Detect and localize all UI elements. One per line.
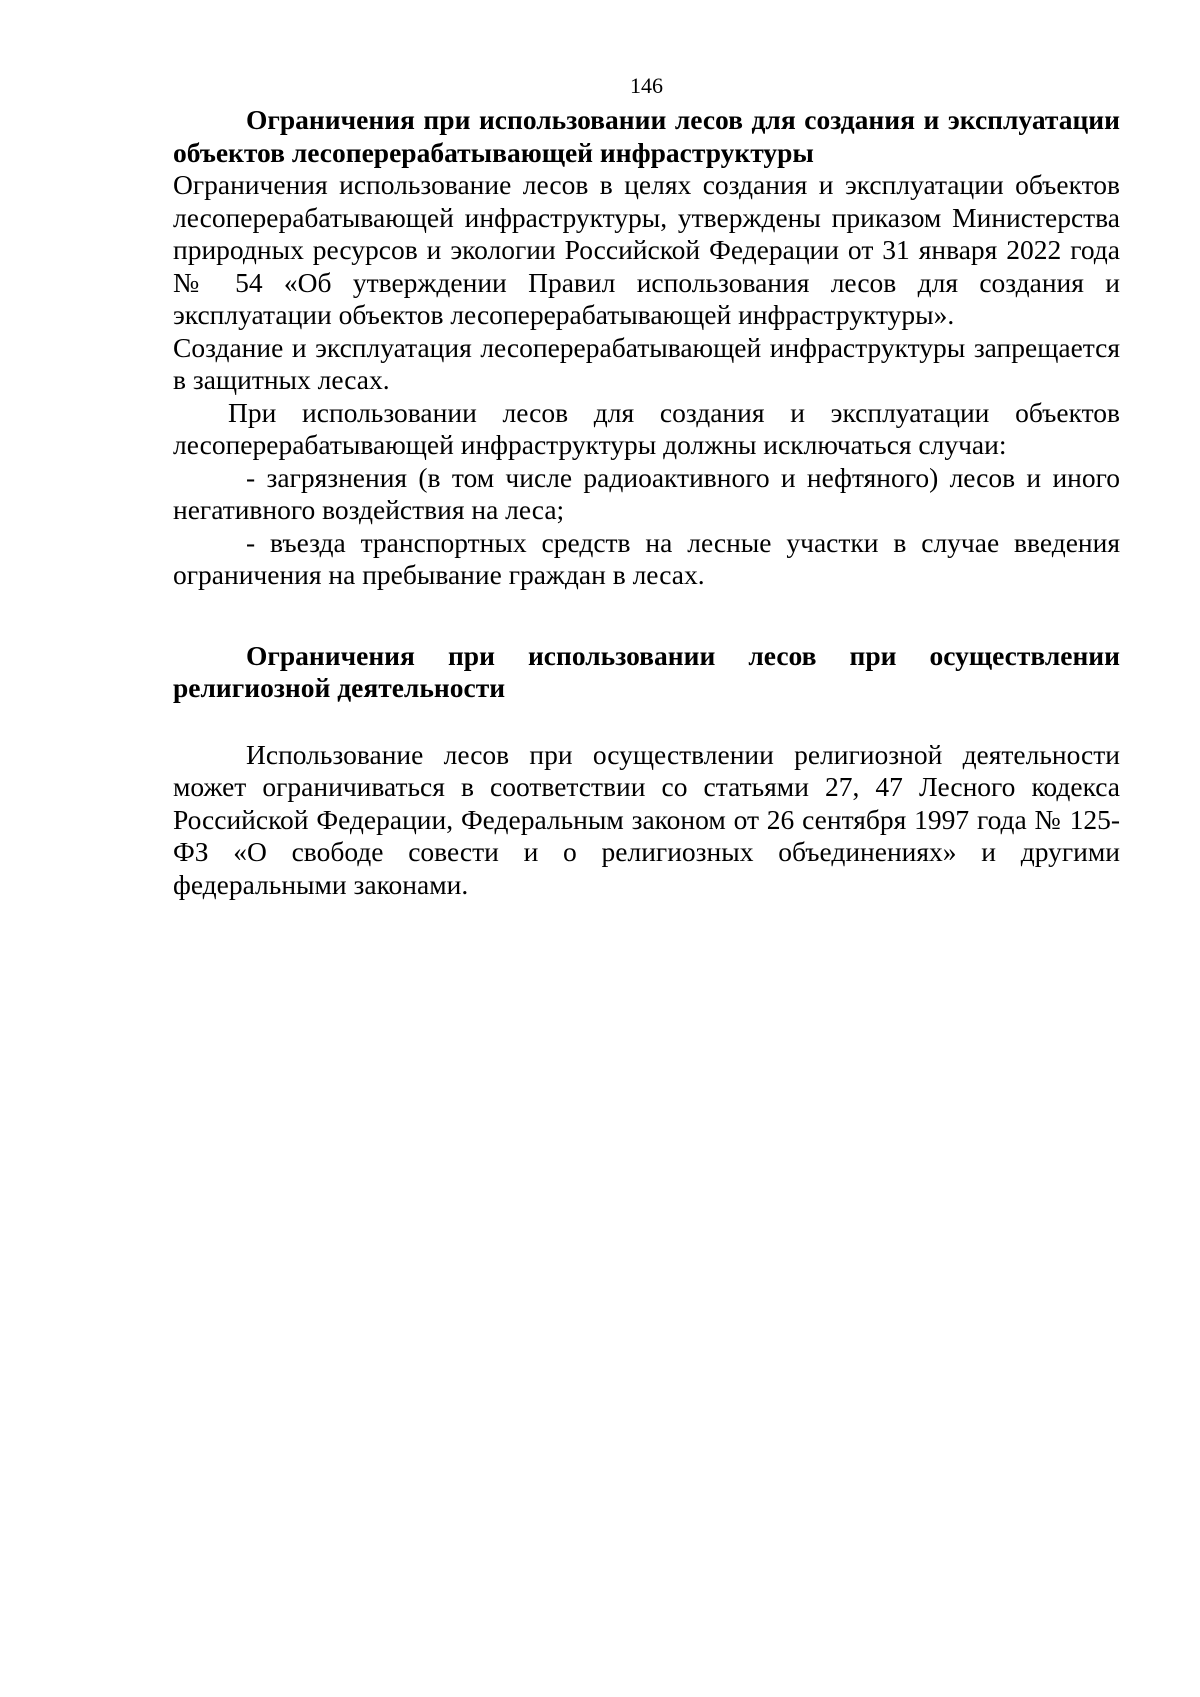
section-heading-wood-processing: Ограничения при использовании лесов для создания и эксплуатации объектов лесоперерабатывающей инфраструктуры [173,104,1120,168]
section-spacer [173,705,1120,739]
section-heading-religious-activity: Ограничения при использовании лесов при осуществлении религиозной деятельности [173,639,1120,703]
list-item-pollution: - загрязнения (в том числе радиоактивного и нефтяного) лесов и иного негативного воздействия на леса; [173,461,1120,525]
page-number: 146 [630,73,663,98]
paragraph-order-reference: Ограничения использование лесов в целях создания и эксплуатации объектов лесоперерабатывающей инфраструктуры, утверждены приказом Министерства природных ресурсов и экологии Российской Федерации от 31 января 2022 года № 54 «Об утверждении Правил использования лесов для создания и эксплуатации объектов лесоперерабатывающей инфраструктуры». [173,169,1120,330]
paragraph-religious-use: Использование лесов при осуществлении религиозной деятельности может ограничиваться в соответствии со статьями 27, 47 Лесного кодекса Российской Федерации, Федеральным законом от 26 сентября 1997 года № 125-ФЗ «О свободе совести и о религиозных объединениях» и другими федеральными законами. [173,738,1120,900]
paragraph-excluded-cases: При использовании лесов для создания и эксплуатации объектов лесоперерабатывающей инфраструктуры должны исключаться случаи: [173,396,1120,460]
list-item-vehicle-entry: - въезда транспортных средств на лесные участки в случае введения ограничения на пребывание граждан в лесах. [173,526,1120,590]
document-content [173,104,1120,901]
paragraph-protective-forests: Создание и эксплуатация лесоперерабатывающей инфраструктуры запрещается в защитных лесах. [173,331,1120,395]
section-spacer [173,592,1120,640]
